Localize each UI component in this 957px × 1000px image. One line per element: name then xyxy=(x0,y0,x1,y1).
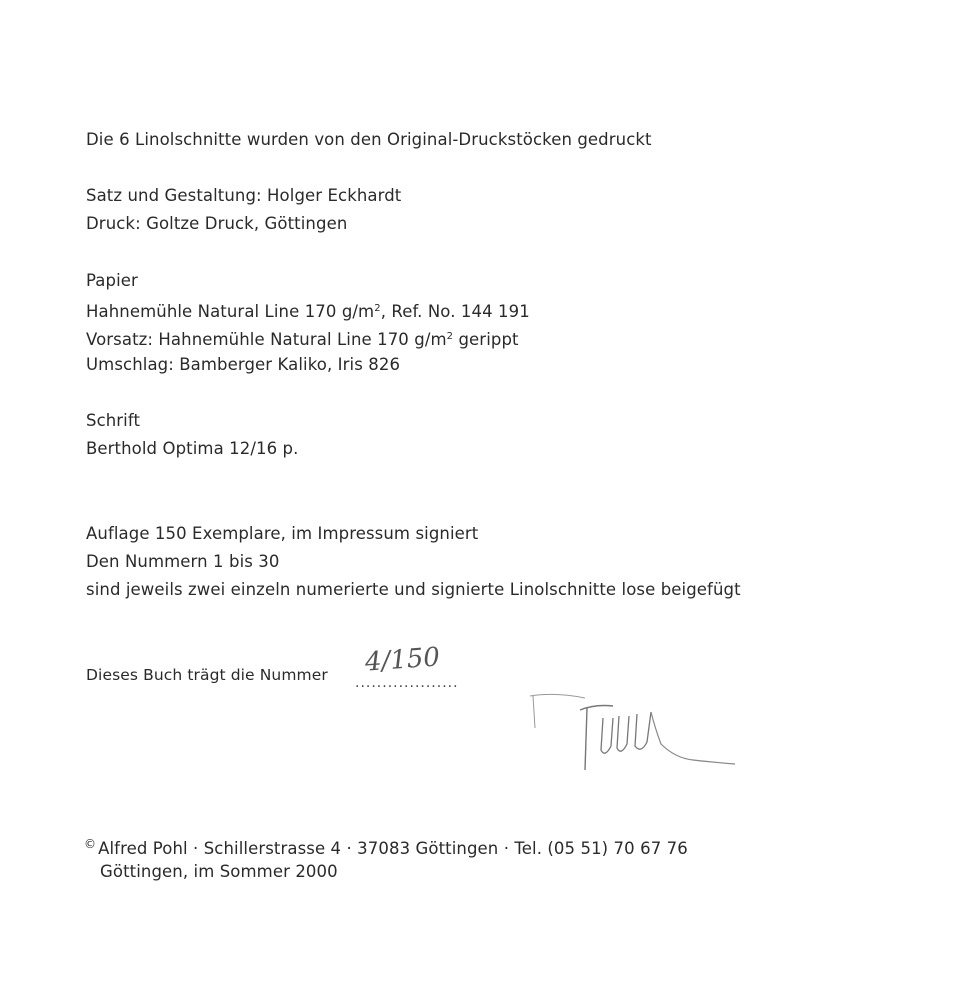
edition-number-field xyxy=(355,642,470,691)
edition-line-2: Den Nummern 1 bis 30 xyxy=(86,552,280,571)
signature-image xyxy=(525,688,740,778)
font-name: Berthold Optima 12/16 p. xyxy=(86,439,299,458)
paper-heading: Papier xyxy=(86,271,138,290)
copyright-icon: © xyxy=(84,837,97,851)
superscript-2: 2 xyxy=(446,331,454,342)
paper-line-2 xyxy=(86,327,519,350)
paper-line-1-ref: , Ref. No. 144 191 xyxy=(380,302,530,321)
font-heading: Schrift xyxy=(86,411,141,430)
design-credit: Satz und Gestaltung: Holger Eckhardt xyxy=(86,186,402,205)
print-credit: Druck: Goltze Druck, Göttingen xyxy=(86,214,348,233)
edition-line-1: Auflage 150 Exemplare, im Impressum signiert xyxy=(86,524,479,543)
paper-line-2-text: Vorsatz: Hahnemühle Natural Line 170 g/m xyxy=(86,330,447,349)
cover-line: Umschlag: Bamberger Kaliko, Iris 826 xyxy=(86,355,401,374)
handwritten-number: 4/150 xyxy=(364,642,441,678)
paper-line-2-tail: gerippt xyxy=(453,330,519,349)
edition-line-3: sind jeweils zwei einzeln numerierte und signierte Linolschnitte lose beigefügt xyxy=(86,580,741,599)
copyright-line xyxy=(84,834,688,859)
paper-line-1-text: Hahnemühle Natural Line 170 g/m xyxy=(86,302,375,321)
intro-text: Die 6 Linolschnitte wurden von den Original-Druckstöcken gedruckt xyxy=(86,130,652,149)
paper-line-1 xyxy=(86,299,530,322)
number-dots: ................... xyxy=(355,675,459,691)
superscript-2: 2 xyxy=(374,303,381,314)
place-date: Göttingen, im Sommer 2000 xyxy=(100,862,338,881)
number-label: Dieses Buch trägt die Nummer xyxy=(86,666,328,684)
publisher-address: Alfred Pohl · Schillerstrasse 4 · 37083 Göttingen · Tel. (05 51) 70 67 76 xyxy=(98,839,688,858)
